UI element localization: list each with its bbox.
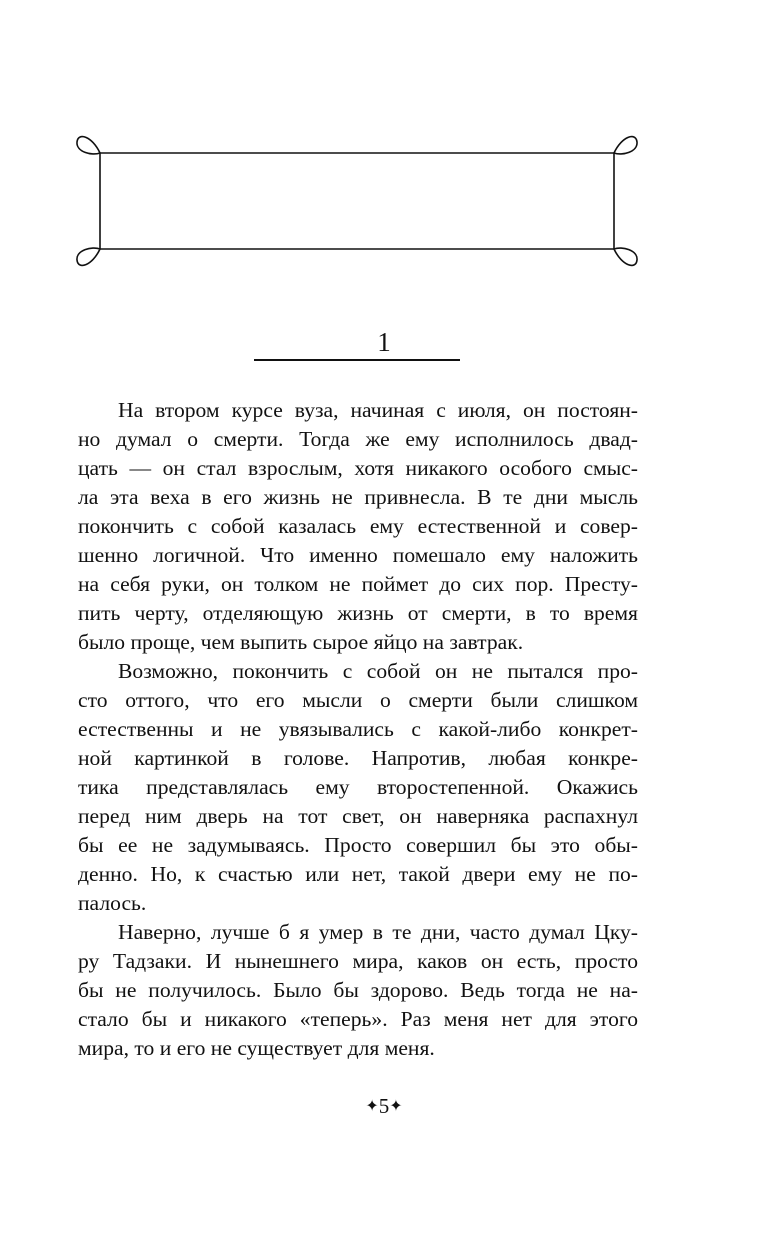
text-line: покончить с собой казалась ему естественной и совер- (78, 514, 638, 538)
text-line: тика представлялась ему второстепенной. Окажись (78, 775, 638, 799)
text-line: цать — он стал взрослым, хотя никакого особого смыс- (78, 456, 638, 480)
text-line: На втором курсе вуза, начиная с июля, он постоян- (118, 398, 638, 422)
text-line: пить черту, отделяющую жизнь от смерти, в то время (78, 601, 638, 625)
text-line: мира, то и его не существует для меня. (78, 1036, 435, 1060)
chapter-number: 1 (377, 327, 391, 357)
text-line: Наверно, лучше б я умер в те дни, часто думал Цку- (118, 920, 638, 944)
text-line: на себя руки, он толком не поймет до сих пор. Престу- (78, 572, 638, 596)
text-line: ру Тадзаки. И нынешнего мира, каков он есть, просто (78, 949, 638, 973)
text-line: бы не получилось. Было бы здорово. Ведь тогда не на- (78, 978, 638, 1002)
chapter-frame-ornament (72, 128, 642, 274)
text-line: ла эта веха в его жизнь не привнесла. В те дни мысль (78, 485, 638, 509)
text-line: было проще, чем выпить сырое яйцо на завтрак. (78, 630, 524, 654)
text-line: бы ее не задумываясь. Просто совершил бы это обы- (78, 833, 638, 857)
text-line: Возможно, покончить с собой он не пытался про- (118, 659, 638, 683)
diamond-ornament-icon: ✦ (389, 1098, 403, 1115)
text-line: сто оттого, что его мысли о смерти были слишком (78, 688, 638, 712)
page-number (0, 1092, 768, 1121)
text-line: ной картинкой в голове. Напротив, любая конкре- (78, 746, 638, 770)
text-line: естественны и не увязывались с какой-либо конкрет- (78, 717, 638, 741)
text-line: перед ним дверь на тот свет, он наверняка распахнул (78, 804, 638, 828)
text-line: стало бы и никакого «теперь». Раз меня нет для этого (78, 1007, 638, 1031)
text-line: палось. (78, 891, 147, 915)
text-line: но думал о смерти. Тогда же ему исполнилось двад- (78, 427, 638, 451)
text-line: шенно логичной. Что именно помешало ему наложить (78, 543, 638, 567)
text-line: денно. Но, к счастью или нет, такой двери ему не по- (78, 862, 638, 886)
chapter-underline (254, 359, 460, 361)
page-number-value: 5 (378, 1094, 390, 1118)
diamond-ornament-icon: ✦ (365, 1098, 379, 1115)
